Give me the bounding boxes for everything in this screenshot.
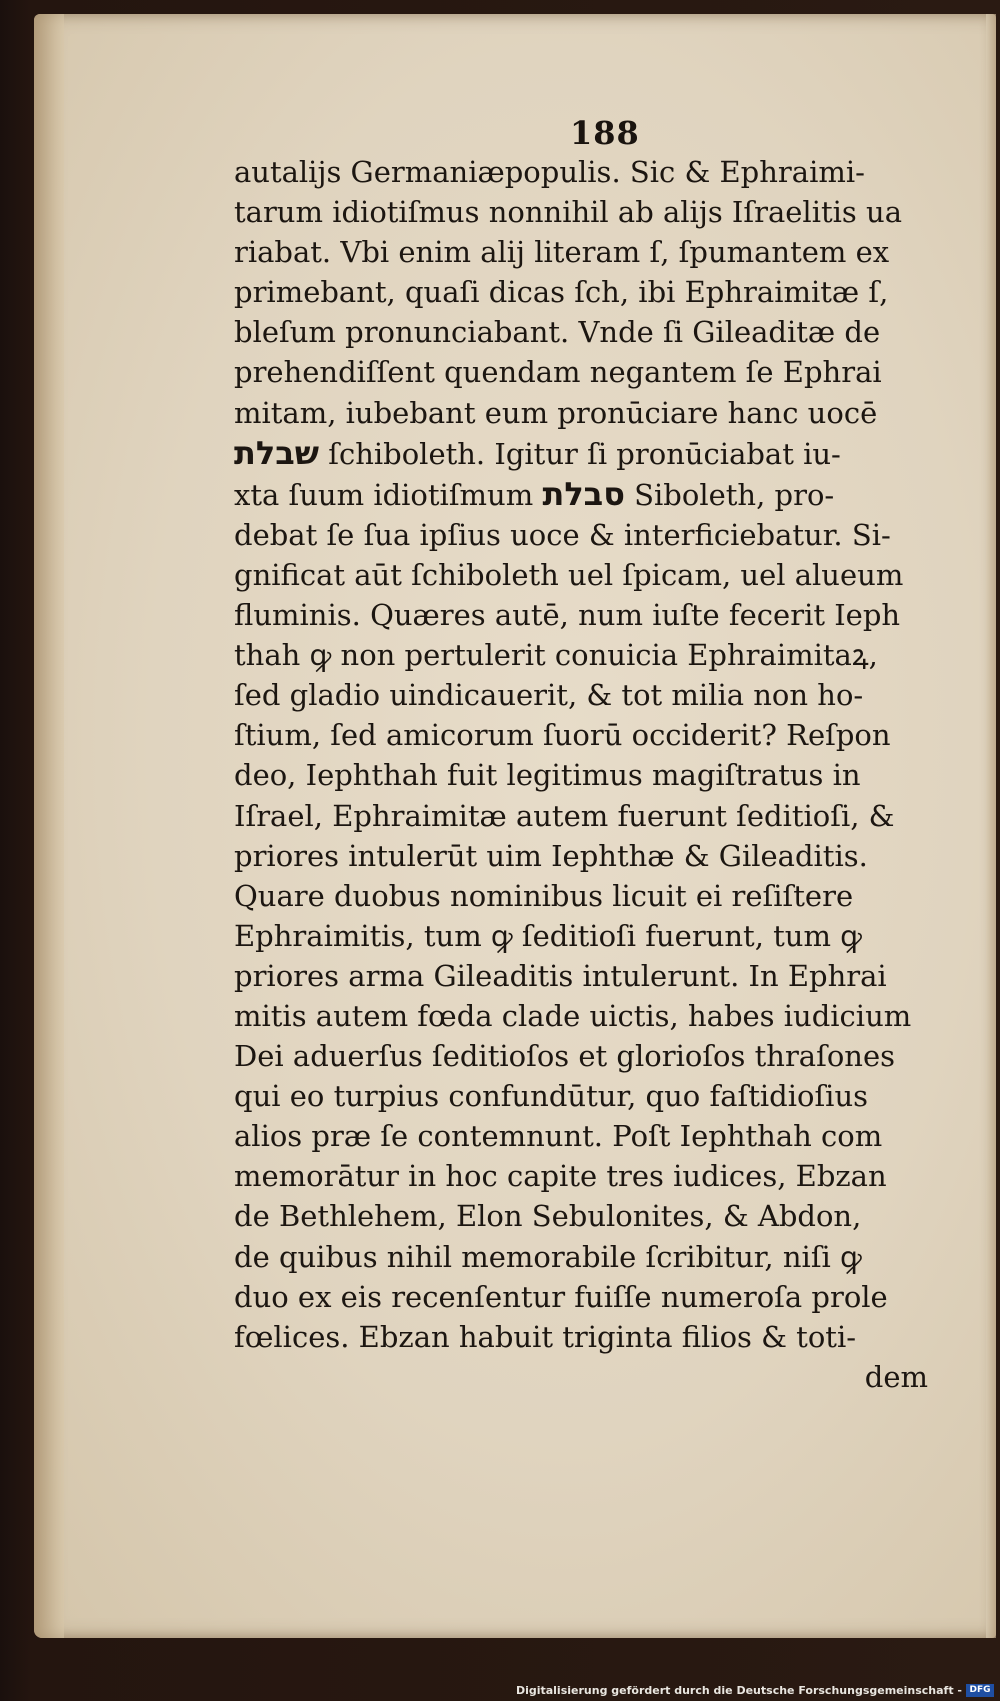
page-gutter bbox=[34, 14, 64, 1638]
text-fragment: ſchiboleth. Igitur ſi pronūciabat iu- bbox=[319, 436, 841, 471]
text-line bbox=[234, 474, 934, 515]
hebrew-word: סבלת bbox=[542, 474, 625, 513]
text-line: priores arma Gileaditis intulerunt. In Ephrai bbox=[234, 958, 887, 993]
text-line bbox=[234, 433, 934, 474]
text-line: Ephraimitis, tum ꝙ ſeditioſi fuerunt, tum ꝙ bbox=[234, 918, 862, 953]
text-line: deo, Iephthah fuit legitimus magiſtratus in bbox=[234, 758, 861, 793]
hebrew-word: שבלת bbox=[234, 433, 319, 472]
dfg-logo: DFG bbox=[966, 1684, 994, 1697]
text-line: bleſum pronunciabant. Vnde ſi Gileaditæ de bbox=[234, 315, 881, 350]
text-line: ſed gladio uindicauerit, & tot milia non ho- bbox=[234, 678, 864, 713]
text-line: tarum idiotiſmus nonnihil ab alijs Iſraelitis ua bbox=[234, 195, 902, 230]
text-line: thah ꝙ non pertulerit conuicia Ephraimitaꝝ, bbox=[234, 638, 878, 673]
text-line: gnificat aūt ſchiboleth uel ſpicam, uel alueum bbox=[234, 557, 904, 592]
text-line: fœlices. Ebzan habuit triginta filios & toti- bbox=[234, 1319, 857, 1354]
text-line: mitam, iubebant eum pronūciare hanc uocē bbox=[234, 395, 878, 430]
text-line: de Bethlehem, Elon Sebulonites, & Abdon, bbox=[234, 1199, 862, 1234]
digitization-credit: Digitalisierung gefördert durch die Deutsche Forschungsgemeinschaft - bbox=[515, 1684, 962, 1697]
text-line: primebant, quaſi dicas ſch, ibi Ephraimitæ ſ, bbox=[234, 275, 889, 310]
text-line: priores intulerūt uim Iephthæ & Gileaditis. bbox=[234, 838, 868, 873]
text-line: qui eo turpius confundūtur, quo faſtidioſius bbox=[234, 1079, 869, 1114]
text-line: riabat. Vbi enim alij literam ſ, ſpumantem ex bbox=[234, 235, 890, 270]
text-line: autalijs Germaniæpopulis. Sic & Ephraimi- bbox=[234, 155, 865, 189]
text-fragment: Siboleth, pro- bbox=[624, 477, 835, 512]
page-fore-edge bbox=[986, 14, 996, 1638]
text-line: ſtium, ſed amicorum ſuorū occiderit? Reſpon bbox=[234, 718, 891, 753]
text-line: alios præ ſe contemnunt. Poſt Iephthah com bbox=[234, 1119, 883, 1154]
text-line: prehendiſſent quendam negantem ſe Ephrai bbox=[234, 355, 882, 390]
catchword: dem bbox=[864, 1359, 928, 1394]
text-line: mitis autem fœda clade uictis, habes iudicium bbox=[234, 998, 912, 1033]
text-line: Dei aduerſus ſeditioſos et glorioſos thraſones bbox=[234, 1039, 896, 1074]
text-line: duo ex eis recenſentur fuiſſe numeroſa prole bbox=[234, 1279, 888, 1314]
text-line: memorātur in hoc capite tres iudices, Ebzan bbox=[234, 1159, 887, 1194]
body-text bbox=[234, 152, 934, 1397]
text-line: de quibus nihil memorabile ſcribitur, niſi ꝙ bbox=[234, 1239, 862, 1274]
text-line: debat ſe ſua ipſius uoce & interficiebatur. Si- bbox=[234, 517, 891, 552]
text-line: Iſrael, Ephraimitæ autem fuerunt ſeditioſi, & bbox=[234, 798, 895, 833]
text-line: Quare duobus nominibus licuit ei reſiſtere bbox=[234, 878, 854, 913]
text-line: fluminis. Quæres autē, num iuſte fecerit Ieph bbox=[234, 598, 901, 633]
page-number: 188 bbox=[570, 114, 640, 152]
text-fragment: xta ſuum idiotiſmum bbox=[234, 477, 543, 512]
